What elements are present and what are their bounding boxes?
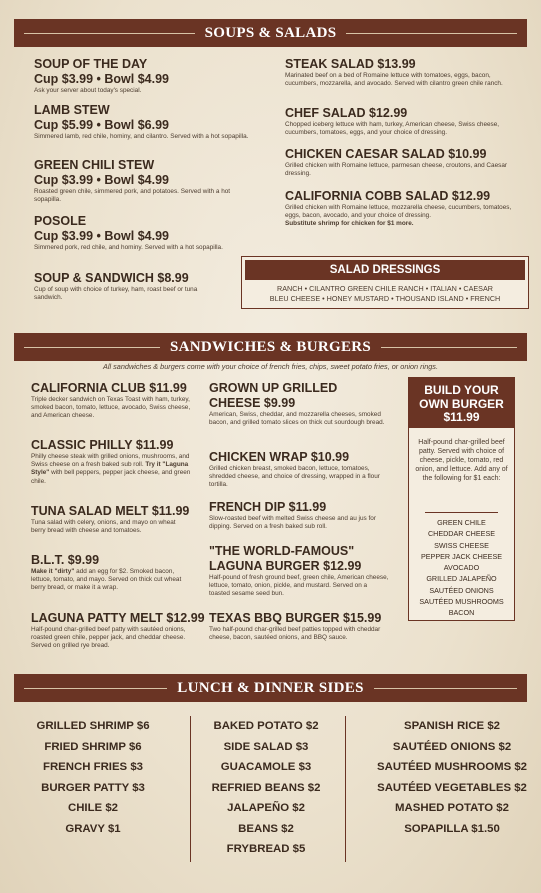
item-name: TEXAS BBQ BURGER $15.99	[209, 611, 382, 625]
item-name-line2: LAGUNA BURGER $12.99	[209, 559, 362, 573]
header-rule-right	[374, 688, 517, 689]
sandwich-note: All sandwiches & burgers come with your choice of french fries, chips, sweet potato fries, or onion rings.	[102, 362, 438, 371]
item-description	[31, 568, 196, 593]
item-description: Grilled chicken breast, smoked bacon, lettuce, tomatoes, shredded cheese, and choice of dressing, wrapped in a flour tortilla.	[209, 465, 380, 489]
menu-item-soup-sandwich	[34, 271, 219, 302]
item-name: TUNA SALAD MELT $11.99	[31, 504, 190, 518]
menu-item-green-chili-stew	[34, 158, 249, 204]
item-price: Cup $3.99 • Bowl $4.99	[34, 173, 169, 187]
side-item: SPANISH RICE $2	[403, 720, 500, 732]
item-description: Triple decker sandwich on Texas Toast with ham, turkey, smoked bacon, tomato, lettuce, avocado, Swiss cheese, and American cheese.	[31, 396, 191, 420]
item-name: CALIFORNIA CLUB $11.99	[31, 381, 187, 395]
item-name: "THE WORLD-FAMOUS"	[209, 544, 355, 558]
section-title: SANDWICHES & BURGERS	[169, 338, 372, 355]
sides-column-2	[196, 716, 336, 860]
side-item: BAKED POTATO $2	[213, 720, 319, 732]
build-burger-title-line: OWN BURGER	[419, 396, 504, 411]
item-description: American, Swiss, cheddar, and mozzarella cheeses, smoked bacon, and grilled tomato slices on thick cut sourdough bread.	[209, 411, 385, 427]
item-description: Grilled chicken with Romaine lettuce, parmesan cheese, croutons, and Caesar dressing.	[285, 162, 508, 178]
sides-divider	[345, 716, 346, 862]
side-item: GRILLED SHRIMP $6	[36, 720, 150, 732]
item-name: LAGUNA PATTY MELT $12.99	[31, 611, 205, 625]
item-description: Roasted green chile, simmered pork, and potatoes. Served with a hot sopapilla.	[34, 188, 231, 204]
lunch-dinner-sides-header	[14, 674, 527, 702]
build-burger-title-line: BUILD YOUR	[424, 383, 499, 397]
menu-item-texas-bbq-burger	[209, 611, 394, 642]
side-item: SAUTÉED MUSHROOMS $2	[377, 761, 527, 773]
item-description: Chopped iceberg lettuce with ham, turkey, American cheese, Swiss cheese, cucumbers, tomatoes, eggs, and your choice of dressing.	[285, 121, 500, 137]
item-description	[31, 453, 193, 486]
sides-divider	[190, 716, 191, 862]
item-description: Simmered pork, red chile, and hominy. Served with a hot sopapilla.	[34, 244, 223, 251]
side-item: BEANS $2	[238, 822, 294, 835]
item-name: GROWN UP GRILLED	[209, 381, 338, 395]
section-title: LUNCH & DINNER SIDES	[177, 679, 364, 696]
header-rule-left	[24, 347, 160, 348]
header-rule-left	[24, 688, 167, 689]
item-name: CALIFORNIA COBB SALAD $12.99	[285, 189, 491, 203]
item-name: CHICKEN WRAP $10.99	[209, 450, 350, 464]
item-description: Simmered lamb, red chile, hominy, and cilantro. Served with a hot sopapilla.	[34, 133, 249, 140]
header-rule-right	[346, 33, 517, 34]
topping-item: BACON	[448, 608, 475, 618]
build-burger-toppings	[409, 517, 514, 619]
topping-item: GREEN CHILE	[437, 518, 486, 527]
item-name: LAMB STEW	[34, 103, 110, 117]
menu-item-lamb-stew	[34, 103, 249, 141]
build-burger-description: Half-pound char-grilled beef patty. Served with choice of cheese, pickle, tomato, red onion, and lettuce. Add any of the following for $1 each:	[415, 439, 508, 482]
item-description: Two half-pound char-grilled beef patties topped with cheddar cheese, bacon, sautéed onions, and BBQ sauce.	[209, 626, 381, 642]
dressings-line: RANCH • CILANTRO GREEN CHILE RANCH • ITALIAN • CAESAR	[277, 284, 493, 293]
side-item: JALAPEÑO $2	[227, 802, 305, 814]
item-description-more: add an egg for $2. Smoked bacon, lettuce, tomato, and mayo. Served on thick cut wheat berry bread, or make it a wrap.	[31, 568, 182, 592]
soups-salads-header	[14, 19, 527, 47]
side-item: REFRIED BEANS $2	[211, 781, 321, 794]
item-name: CHICKEN CAESAR SALAD $10.99	[285, 147, 487, 161]
side-item: FRYBREAD $5	[226, 843, 306, 855]
item-description-text: Philly cheese steak with grilled onions, mushrooms, and Swiss cheese on a fresh baked sub roll.	[31, 453, 190, 469]
item-note: Substitute shrimp for chicken for $1 more.	[285, 220, 414, 228]
menu-item-chicken-caesar-salad	[285, 147, 520, 178]
menu-item-soup-of-the-day	[34, 57, 249, 95]
side-item: GUACAMOLE $3	[220, 761, 312, 773]
topping-item: SAUTÉED ONIONS	[429, 585, 494, 595]
build-your-own-burger-box	[408, 377, 515, 621]
menu-item-classic-philly	[31, 438, 193, 486]
side-item: SAUTÉED VEGETABLES $2	[377, 781, 527, 794]
item-name: B.L.T. $9.99	[31, 553, 100, 567]
item-description: Half-pound char-grilled beef patty with sautéed onions, roasted green chile, pepper jack, and cheddar cheese. Served on grilled rye bread.	[31, 626, 186, 650]
item-description-text: Grilled chicken with Romaine lettuce, mozzarella cheese, cucumbers, tomatoes, eggs, bacon, avocado, and your choice of dressing.	[285, 204, 512, 220]
dressings-line: BLEU CHEESE • HONEY MUSTARD • THOUSAND ISLAND • FRENCH	[269, 294, 501, 303]
menu-item-chicken-wrap	[209, 450, 389, 490]
item-name: POSOLE	[34, 214, 87, 228]
side-item: FRIED SHRIMP $6	[44, 740, 142, 753]
salad-dressings-box	[241, 256, 529, 309]
topping-item: SAUTÉED MUSHROOMS	[419, 597, 504, 607]
item-description: Half-pound of fresh ground beef, green chile, American cheese, lettuce, tomato, onion, pickle, and mustard. Served on a toasted sesame seed bun.	[209, 574, 389, 598]
item-name: GREEN CHILI STEW	[34, 158, 155, 172]
build-burger-price: $11.99	[443, 410, 480, 424]
item-name: CHEF SALAD $12.99	[285, 106, 408, 120]
sides-column-1	[24, 716, 162, 839]
item-description: Ask your server about today's special.	[34, 87, 142, 94]
header-rule-right	[381, 347, 517, 348]
topping-item: SWISS CHEESE	[434, 540, 489, 550]
side-item: BURGER PATTY $3	[41, 781, 145, 794]
side-item: FRENCH FRIES $3	[42, 761, 143, 773]
section-title: SOUPS & SALADS	[204, 24, 337, 41]
topping-item: GRILLED JALAPEÑO	[426, 574, 497, 584]
salad-dressings-list	[245, 284, 525, 304]
topping-item: CHEDDAR CHEESE	[427, 529, 496, 539]
item-price: Cup $3.99 • Bowl $4.99	[34, 72, 169, 86]
item-description: Cup of soup with choice of turkey, ham, roast beef or tuna sandwich.	[34, 286, 198, 302]
item-price: Cup $3.99 • Bowl $4.99	[34, 229, 169, 243]
item-description: Marinated beef on a bed of Romaine lettuce with tomatoes, eggs, bacon, cucumbers, mozzarella, and avocado. Served with cilantro green chile ranch.	[285, 72, 503, 88]
side-item: CHILE $2	[67, 802, 118, 814]
item-name: SOUP & SANDWICH $8.99	[34, 271, 189, 285]
item-description: Tuna salad with celery, onions, and mayo on wheat berry bread with cheese and tomatoes.	[31, 519, 176, 535]
menu-item-chef-salad	[285, 106, 520, 137]
build-burger-title	[409, 378, 514, 428]
item-highlight: Try it "Laguna Style"	[31, 461, 189, 477]
side-item: SOPAPILLA $1.50	[404, 822, 500, 835]
menu-item-laguna-patty-melt	[31, 611, 203, 651]
menu-item-tuna-salad-melt	[31, 504, 191, 535]
menu-item-posole	[34, 214, 249, 252]
menu-item-steak-salad	[285, 57, 520, 88]
header-rule-left	[24, 33, 195, 34]
item-price: Cup $5.99 • Bowl $6.99	[34, 118, 169, 132]
item-name-line2: CHEESE $9.99	[209, 396, 296, 410]
salad-dressings-title: SALAD DRESSINGS	[245, 260, 525, 280]
menu-item-laguna-burger	[209, 544, 389, 599]
sides-column-3	[368, 716, 536, 839]
menu-item-blt	[31, 553, 196, 593]
side-item: GRAVY $1	[65, 822, 121, 835]
item-highlight: Make it "dirty"	[31, 568, 75, 575]
item-description: Slow-roasted beef with melted Swiss cheese and au jus for dipping. Served on a fresh baked sub roll.	[209, 515, 376, 531]
side-item: SAUTÉED ONIONS $2	[392, 740, 512, 753]
item-description-more: with bell peppers, pepper jack cheese, and green chile.	[31, 469, 191, 485]
item-name: FRENCH DIP $11.99	[209, 500, 327, 514]
item-name: STEAK SALAD $13.99	[285, 57, 416, 71]
side-item: MASHED POTATO $2	[395, 802, 509, 814]
menu-item-french-dip	[209, 500, 389, 531]
topping-item: AVOCADO	[443, 563, 480, 573]
menu-item-california-cobb-salad	[285, 189, 520, 229]
build-burger-divider	[425, 512, 498, 513]
menu-item-california-club	[31, 381, 191, 421]
side-item: SIDE SALAD $3	[223, 740, 309, 753]
topping-item: PEPPER JACK CHEESE	[420, 551, 503, 561]
sandwiches-burgers-header	[14, 333, 527, 361]
item-description	[285, 204, 520, 229]
item-name: CLASSIC PHILLY $11.99	[31, 438, 174, 452]
item-name: SOUP OF THE DAY	[34, 57, 148, 71]
menu-item-grown-up-grilled-cheese	[209, 381, 389, 427]
